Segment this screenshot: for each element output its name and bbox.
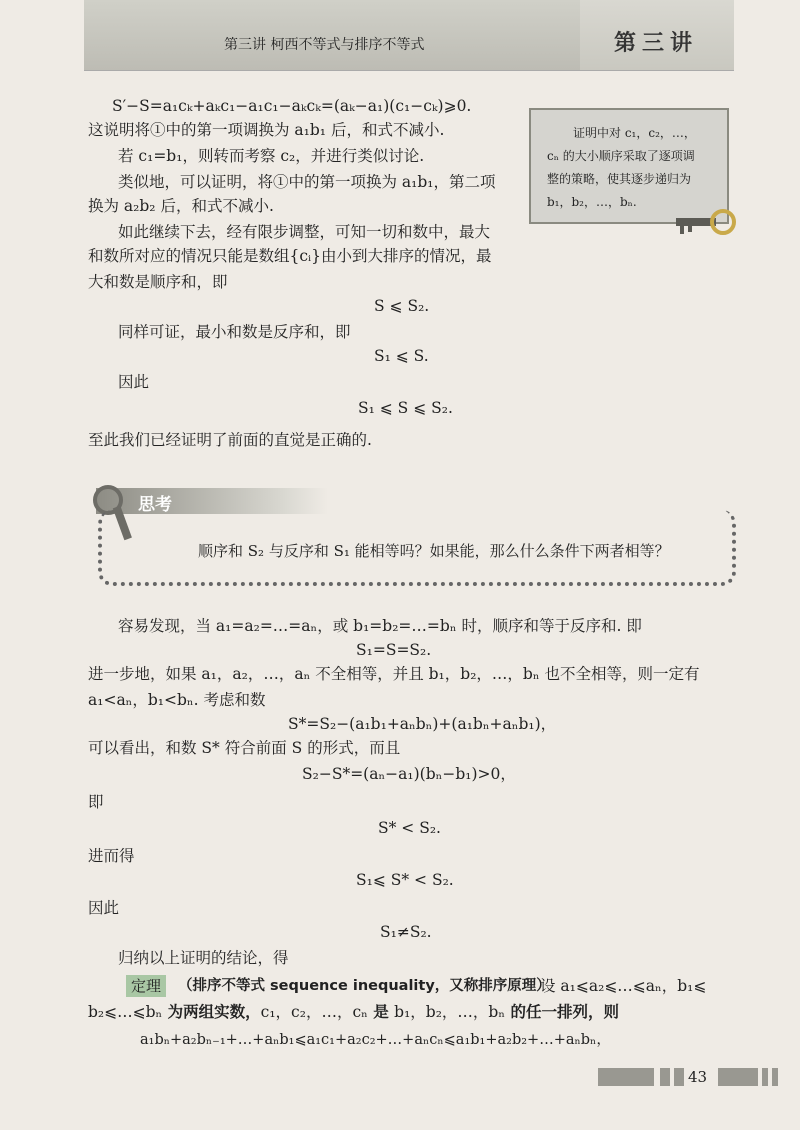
text-line: a₁<aₙ，b₁<bₙ. 考虑和数 <box>88 691 266 709</box>
text-line: 进一步地，如果 a₁，a₂，…，aₙ 不全相等，并且 b₁，b₂，…，bₙ 也不全相等，则一定有 <box>88 665 700 683</box>
formula: S₁=S=S₂. <box>356 641 432 659</box>
note-line: 证明中对 c₁，c₂，…， <box>573 126 696 140</box>
note-line: b₁，b₂，…，bₙ. <box>547 195 637 209</box>
text-line: 换为 a₂b₂ 后，和式不减小. <box>88 197 274 215</box>
text-line: 至此我们已经证明了前面的直觉是正确的. <box>88 431 372 449</box>
footer-bar <box>674 1068 684 1086</box>
key-icon <box>676 206 736 242</box>
note-line: cₙ 的大小顺序采取了逐项调 <box>547 149 695 163</box>
text-line: 因此 <box>88 899 120 917</box>
theorem-seq: b₂⩽…⩽bₙ <box>88 1003 163 1021</box>
formula: S*=S₂−(a₁b₁+aₙbₙ)+(a₁bₙ+aₙb₁)， <box>288 715 557 733</box>
theorem-formula: a₁bₙ+a₂bₙ₋₁+…+aₙb₁⩽a₁c₁+a₂c₂+…+aₙcₙ⩽a₁b₁+a₂b₂+…+aₙbₙ， <box>140 1032 611 1048</box>
text-line: 容易发现，当 a₁=a₂=…=aₙ，或 b₁=b₂=…=bₙ 时，顺序和等于反序和. 即 <box>118 617 642 635</box>
text-line: 同样可证，最小和数是反序和，即 <box>118 323 351 341</box>
text-line: 即 <box>88 793 104 811</box>
theorem-text: 是 <box>367 1003 395 1021</box>
text-line: 因此 <box>118 373 150 391</box>
formula: S₂−S*=(aₙ−a₁)(bₙ−b₁)>0， <box>302 765 516 783</box>
theorem-text: 为两组实数， <box>162 1003 261 1021</box>
formula: S₁ ⩽ S ⩽ S₂. <box>358 399 453 417</box>
footer-bar <box>772 1068 778 1086</box>
note-line: 整的策略，使其逐步递归为 <box>547 172 692 186</box>
theorem-tag: 定理 <box>126 975 166 997</box>
text-line: 大和数是顺序和，即 <box>88 273 228 291</box>
page-header <box>84 0 734 71</box>
formula: S₁ ⩽ S. <box>374 347 429 365</box>
text-line: 若 c₁=b₁，则转而考察 c₂，并进行类似讨论. <box>118 147 425 165</box>
footer-bar <box>660 1068 670 1086</box>
equation-line: S′−S=a₁cₖ+aₖc₁−a₁c₁−aₖcₖ=(aₖ−a₁)(c₁−cₖ)⩾0. <box>112 97 472 115</box>
text-line: 可以看出，和数 S* 符合前面 S 的形式，而且 <box>88 739 401 757</box>
lecture-label: 第三讲 <box>614 31 699 56</box>
text-line: 如此继续下去，经有限步调整，可知一切和数中，最大 <box>118 223 491 241</box>
footer-bar <box>762 1068 768 1086</box>
text-line: 进而得 <box>88 847 135 865</box>
chapter-title: 第三讲 柯西不等式与排序不等式 <box>224 37 425 53</box>
text-line: 这说明将①中的第一项调换为 a₁b₁ 后，和式不减小. <box>88 121 445 139</box>
page-number: 43 <box>688 1068 708 1086</box>
formula: S₁≠S₂. <box>380 923 432 941</box>
think-label: 思考 <box>138 495 172 515</box>
text-line: 归纳以上证明的结论，得 <box>118 949 289 967</box>
theorem-line <box>88 1002 619 1022</box>
theorem-seq: c₁，c₂，…，cₙ <box>260 1003 368 1021</box>
theorem-name: （排序不等式 sequence inequality，又称排序原理） <box>178 978 551 994</box>
formula: S₁⩽ S* < S₂. <box>356 871 454 889</box>
formula: S ⩽ S₂. <box>374 297 430 315</box>
theorem-lead: 设 a₁⩽a₂⩽…⩽aₙ，b₁⩽ <box>540 977 707 995</box>
text-line: 类似地，可以证明，将①中的第一项换为 a₁b₁，第二项 <box>118 173 496 191</box>
formula: S* < S₂. <box>378 819 441 837</box>
think-question: 顺序和 S₂ 与反序和 S₁ 能相等吗？如果能，那么什么条件下两者相等？ <box>198 542 670 560</box>
theorem-seq: b₁，b₂，…，bₙ <box>394 1003 506 1021</box>
theorem-text: 的任一排列，则 <box>505 1003 619 1021</box>
footer-bar <box>598 1068 654 1086</box>
text-line: 和数所对应的情况只能是数组{cᵢ}由小到大排序的情况，最 <box>88 247 492 265</box>
footer-bar <box>718 1068 758 1086</box>
